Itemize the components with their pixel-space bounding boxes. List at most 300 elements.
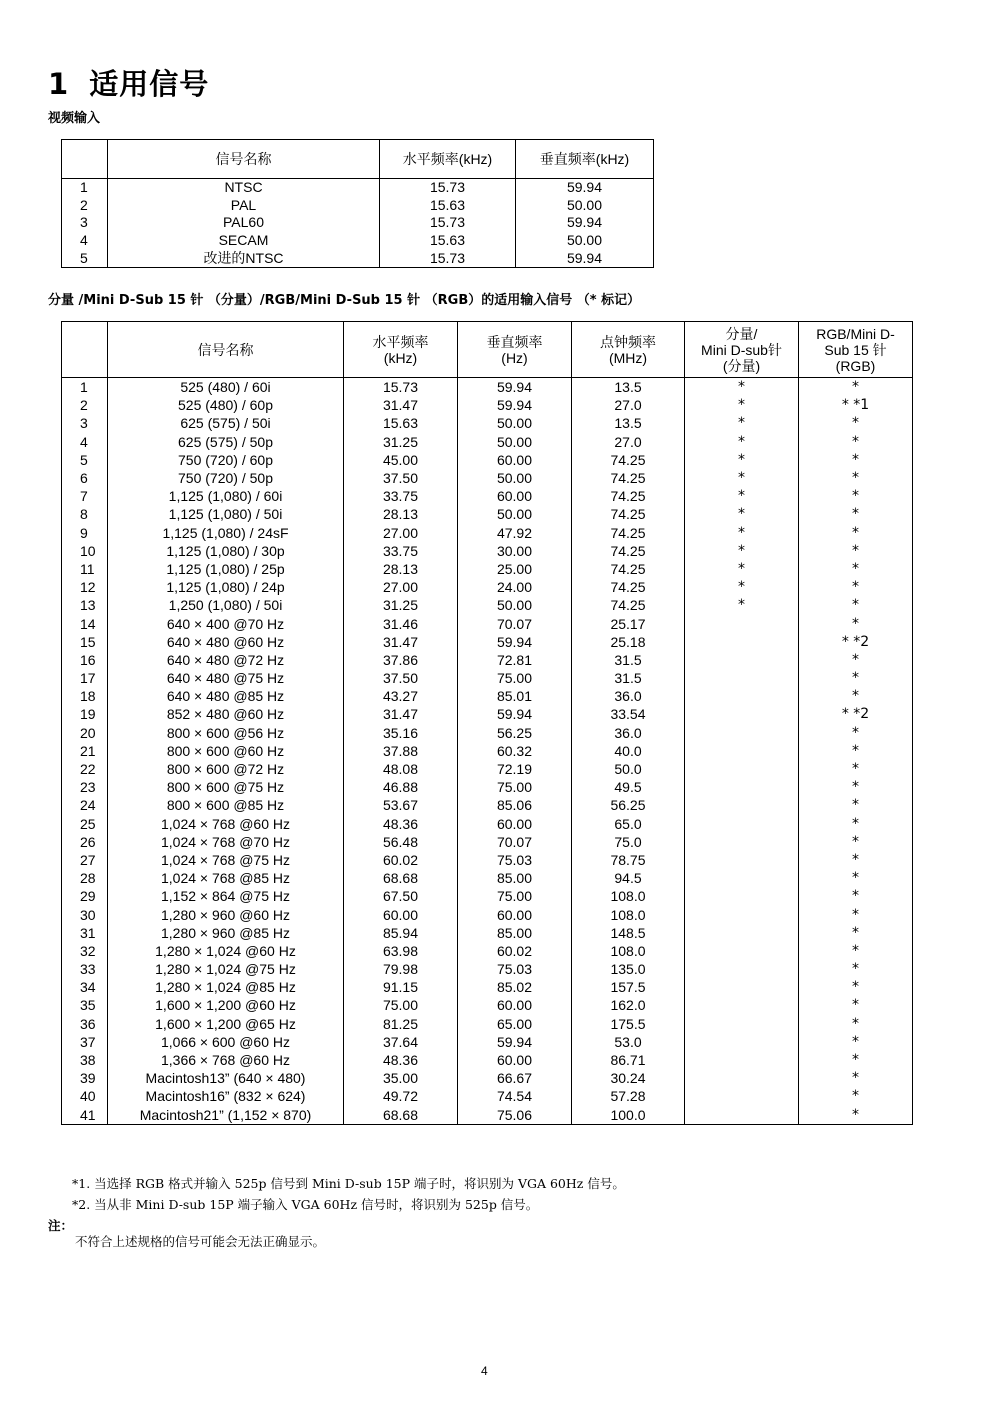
cell-v-freq: 85.02 [458, 978, 572, 996]
cell-component: * [685, 487, 799, 505]
table-row [62, 232, 654, 250]
cell-v-freq: 72.19 [458, 760, 572, 778]
cell-h-freq: 46.88 [344, 778, 458, 796]
cell-dot-clock: 74.25 [572, 505, 685, 523]
cell-component [685, 924, 799, 942]
cell-component [685, 651, 799, 669]
cell-component: * [685, 505, 799, 523]
cell-v-freq: 60.32 [458, 742, 572, 760]
cell-index: 35 [62, 996, 108, 1014]
cell-dot-clock: 78.75 [572, 851, 685, 869]
column-header-index [62, 322, 108, 378]
table-row [62, 942, 913, 960]
cell-index: 19 [62, 705, 108, 723]
cell-signal-name: 1,125 (1,080) / 30p [108, 542, 344, 560]
cell-h-freq: 15.73 [380, 214, 516, 232]
cell-signal-name: 改进的NTSC [108, 249, 380, 267]
cell-dot-clock: 27.0 [572, 433, 685, 451]
cell-dot-clock: 57.28 [572, 1087, 685, 1105]
cell-component [685, 1015, 799, 1033]
table-row [62, 851, 913, 869]
cell-dot-clock: 27.0 [572, 396, 685, 414]
table-row [62, 833, 913, 851]
cell-index: 25 [62, 815, 108, 833]
cell-rgb: * [799, 1033, 913, 1051]
cell-dot-clock: 53.0 [572, 1033, 685, 1051]
cell-dot-clock: 74.25 [572, 451, 685, 469]
cell-rgb: * [799, 451, 913, 469]
cell-component [685, 778, 799, 796]
cell-index: 23 [62, 778, 108, 796]
cell-dot-clock: 25.18 [572, 633, 685, 651]
video-section-title: 视频输入 [48, 111, 101, 126]
cell-h-freq: 68.68 [344, 869, 458, 887]
cell-signal-name: 640 × 400 @70 Hz [108, 614, 344, 632]
cell-h-freq: 81.25 [344, 1015, 458, 1033]
cell-v-freq: 59.94 [458, 396, 572, 414]
cell-rgb: * [799, 614, 913, 632]
table-row [62, 1051, 913, 1069]
table-row [62, 869, 913, 887]
cell-dot-clock: 30.24 [572, 1069, 685, 1087]
cell-signal-name: PAL [108, 197, 380, 215]
cell-h-freq: 91.15 [344, 978, 458, 996]
cell-v-freq: 60.02 [458, 942, 572, 960]
table-row [62, 414, 913, 432]
cell-signal-name: 800 × 600 @75 Hz [108, 778, 344, 796]
cell-signal-name: 1,250 (1,080) / 50i [108, 596, 344, 614]
cell-h-freq: 45.00 [344, 451, 458, 469]
cell-rgb: * [799, 996, 913, 1014]
table-row [62, 687, 913, 705]
cell-h-freq: 68.68 [344, 1106, 458, 1125]
cell-rgb: * [799, 833, 913, 851]
table-row [62, 651, 913, 669]
cell-v-freq: 60.00 [458, 996, 572, 1014]
cell-index: 2 [62, 396, 108, 414]
cell-index: 1 [62, 378, 108, 397]
cell-dot-clock: 86.71 [572, 1051, 685, 1069]
cell-h-freq: 53.67 [344, 796, 458, 814]
footnote-2: *2. 当从非 Mini D-sub 15P 端子输入 VGA 60Hz 信号时，将识别为 525p 信号。 [72, 1197, 539, 1212]
table-row [62, 524, 913, 542]
table-row [62, 396, 913, 414]
table-row [62, 596, 913, 614]
cell-v-freq: 65.00 [458, 1015, 572, 1033]
table-row [62, 633, 913, 651]
cell-h-freq: 27.00 [344, 524, 458, 542]
cell-component [685, 1087, 799, 1105]
cell-h-freq: 31.25 [344, 433, 458, 451]
cell-dot-clock: 74.25 [572, 487, 685, 505]
cell-index: 37 [62, 1033, 108, 1051]
cell-rgb: * [799, 524, 913, 542]
cell-index: 18 [62, 687, 108, 705]
cell-index: 4 [62, 433, 108, 451]
cell-signal-name: 1,024 × 768 @60 Hz [108, 815, 344, 833]
cell-dot-clock: 36.0 [572, 687, 685, 705]
cell-index: 10 [62, 542, 108, 560]
cell-v-freq: 24.00 [458, 578, 572, 596]
table-row [62, 542, 913, 560]
cell-signal-name: 1,125 (1,080) / 24sF [108, 524, 344, 542]
page-title [48, 62, 209, 103]
cell-index: 9 [62, 524, 108, 542]
cell-v-freq: 50.00 [458, 469, 572, 487]
cell-dot-clock: 25.17 [572, 614, 685, 632]
cell-rgb: * [799, 433, 913, 451]
cell-h-freq: 31.47 [344, 396, 458, 414]
cell-dot-clock: 40.0 [572, 742, 685, 760]
table-row [62, 505, 913, 523]
cell-component: * [685, 433, 799, 451]
cell-v-freq: 66.67 [458, 1069, 572, 1087]
cell-index: 1 [62, 179, 108, 197]
cell-index: 32 [62, 942, 108, 960]
cell-h-freq: 35.00 [344, 1069, 458, 1087]
table-row [62, 705, 913, 723]
cell-signal-name: 800 × 600 @60 Hz [108, 742, 344, 760]
cell-dot-clock: 13.5 [572, 414, 685, 432]
cell-h-freq: 15.73 [344, 378, 458, 397]
cell-rgb: * [799, 724, 913, 742]
cell-signal-name: Macintosh13” (640 × 480) [108, 1069, 344, 1087]
cell-component [685, 705, 799, 723]
table-row [62, 469, 913, 487]
cell-rgb: * [799, 887, 913, 905]
cell-index: 33 [62, 960, 108, 978]
table-row [62, 960, 913, 978]
cell-h-freq: 48.08 [344, 760, 458, 778]
cell-signal-name: 852 × 480 @60 Hz [108, 705, 344, 723]
table-row [62, 249, 654, 267]
cell-v-freq: 59.94 [516, 179, 654, 197]
cell-h-freq: 79.98 [344, 960, 458, 978]
cell-h-freq: 15.63 [380, 232, 516, 250]
title-number: 1 [48, 67, 70, 101]
cell-component [685, 633, 799, 651]
cell-dot-clock: 94.5 [572, 869, 685, 887]
cell-v-freq: 50.00 [458, 596, 572, 614]
cell-component: * [685, 596, 799, 614]
cell-h-freq: 28.13 [344, 560, 458, 578]
cell-signal-name: 1,280 × 1,024 @60 Hz [108, 942, 344, 960]
cell-v-freq: 75.03 [458, 960, 572, 978]
table-row [62, 197, 654, 215]
cell-rgb: * [799, 687, 913, 705]
cell-index: 40 [62, 1087, 108, 1105]
cell-h-freq: 37.64 [344, 1033, 458, 1051]
cell-signal-name: SECAM [108, 232, 380, 250]
cell-h-freq: 15.63 [380, 197, 516, 215]
component-section-title: 分量 /Mini D-Sub 15 针 （分量）/RGB/Mini D-Sub 15 针 （RGB）的适用输入信号 （* 标记） [48, 293, 641, 308]
cell-v-freq: 60.00 [458, 815, 572, 833]
note-text: 不符合上述规格的信号可能会无法正确显示。 [75, 1234, 326, 1249]
cell-component: * [685, 378, 799, 397]
cell-index: 16 [62, 651, 108, 669]
cell-signal-name: 525 (480) / 60i [108, 378, 344, 397]
cell-signal-name: 640 × 480 @72 Hz [108, 651, 344, 669]
column-header-v-freq: 垂直频率(kHz) [516, 140, 654, 179]
cell-h-freq: 60.02 [344, 851, 458, 869]
cell-dot-clock: 135.0 [572, 960, 685, 978]
table-row [62, 669, 913, 687]
cell-h-freq: 35.16 [344, 724, 458, 742]
cell-component [685, 1106, 799, 1125]
cell-v-freq: 70.07 [458, 614, 572, 632]
table-row [62, 214, 654, 232]
cell-rgb: * [799, 596, 913, 614]
signal-table [61, 321, 913, 1125]
table-row [62, 996, 913, 1014]
cell-rgb: * [799, 669, 913, 687]
cell-h-freq: 37.88 [344, 742, 458, 760]
cell-h-freq: 37.86 [344, 651, 458, 669]
cell-dot-clock: 31.5 [572, 669, 685, 687]
cell-index: 14 [62, 614, 108, 632]
cell-h-freq: 85.94 [344, 924, 458, 942]
cell-rgb: * [799, 942, 913, 960]
cell-rgb: * [799, 796, 913, 814]
cell-dot-clock: 74.25 [572, 469, 685, 487]
cell-dot-clock: 13.5 [572, 378, 685, 397]
cell-signal-name: 525 (480) / 60p [108, 396, 344, 414]
cell-v-freq: 75.03 [458, 851, 572, 869]
cell-dot-clock: 74.25 [572, 524, 685, 542]
cell-rgb: * [799, 851, 913, 869]
cell-v-freq: 59.94 [458, 705, 572, 723]
cell-h-freq: 37.50 [344, 669, 458, 687]
cell-signal-name: 750 (720) / 60p [108, 451, 344, 469]
cell-component [685, 996, 799, 1014]
cell-rgb: * [799, 487, 913, 505]
cell-signal-name: 1,125 (1,080) / 25p [108, 560, 344, 578]
column-header-index [62, 140, 108, 179]
table-row [62, 796, 913, 814]
table-row [62, 742, 913, 760]
cell-component [685, 869, 799, 887]
cell-h-freq: 28.13 [344, 505, 458, 523]
cell-h-freq: 15.73 [380, 249, 516, 267]
cell-signal-name: 640 × 480 @75 Hz [108, 669, 344, 687]
cell-rgb: * [799, 924, 913, 942]
cell-dot-clock: 148.5 [572, 924, 685, 942]
cell-index: 15 [62, 633, 108, 651]
cell-component: * [685, 396, 799, 414]
table-row [62, 487, 913, 505]
column-header-dot-clock: 点钟频率 (MHz) [572, 322, 685, 378]
cell-index: 12 [62, 578, 108, 596]
cell-signal-name: 1,125 (1,080) / 50i [108, 505, 344, 523]
cell-index: 5 [62, 451, 108, 469]
cell-signal-name: 640 × 480 @85 Hz [108, 687, 344, 705]
cell-rgb: * [799, 869, 913, 887]
cell-v-freq: 50.00 [458, 414, 572, 432]
cell-dot-clock: 56.25 [572, 796, 685, 814]
cell-signal-name: 750 (720) / 50p [108, 469, 344, 487]
cell-signal-name: Macintosh21” (1,152 × 870) [108, 1106, 344, 1125]
cell-index: 8 [62, 505, 108, 523]
table-row [62, 924, 913, 942]
cell-h-freq: 33.75 [344, 487, 458, 505]
column-header-signal-name: 信号名称 [108, 140, 380, 179]
cell-component [685, 1033, 799, 1051]
cell-h-freq: 27.00 [344, 578, 458, 596]
cell-v-freq: 85.06 [458, 796, 572, 814]
cell-v-freq: 59.94 [458, 1033, 572, 1051]
cell-index: 36 [62, 1015, 108, 1033]
cell-index: 2 [62, 197, 108, 215]
cell-component: * [685, 469, 799, 487]
cell-rgb: * [799, 1106, 913, 1125]
cell-v-freq: 75.00 [458, 887, 572, 905]
cell-h-freq: 67.50 [344, 887, 458, 905]
cell-rgb: * [799, 469, 913, 487]
cell-signal-name: Macintosh16” (832 × 624) [108, 1087, 344, 1105]
table-row [62, 778, 913, 796]
note-heading: 注： [48, 1218, 74, 1233]
cell-rgb: * [799, 960, 913, 978]
cell-dot-clock: 74.25 [572, 596, 685, 614]
cell-dot-clock: 157.5 [572, 978, 685, 996]
cell-index: 28 [62, 869, 108, 887]
cell-h-freq: 15.63 [344, 414, 458, 432]
cell-v-freq: 75.00 [458, 778, 572, 796]
cell-component: * [685, 414, 799, 432]
cell-h-freq: 15.73 [380, 179, 516, 197]
cell-rgb: * [799, 742, 913, 760]
cell-signal-name: 1,024 × 768 @75 Hz [108, 851, 344, 869]
cell-index: 3 [62, 214, 108, 232]
cell-rgb: * [799, 578, 913, 596]
cell-v-freq: 85.01 [458, 687, 572, 705]
cell-rgb: * [799, 1087, 913, 1105]
cell-dot-clock: 33.54 [572, 705, 685, 723]
cell-v-freq: 59.94 [516, 249, 654, 267]
cell-component: * [685, 542, 799, 560]
cell-component: * [685, 560, 799, 578]
cell-dot-clock: 74.25 [572, 560, 685, 578]
cell-component [685, 1051, 799, 1069]
cell-index: 3 [62, 414, 108, 432]
table-row [62, 560, 913, 578]
cell-index: 38 [62, 1051, 108, 1069]
cell-rgb: * *1 [799, 396, 913, 414]
cell-h-freq: 33.75 [344, 542, 458, 560]
cell-index: 34 [62, 978, 108, 996]
cell-rgb: * [799, 414, 913, 432]
cell-rgb: * [799, 760, 913, 778]
cell-component [685, 905, 799, 923]
cell-h-freq: 31.47 [344, 633, 458, 651]
cell-rgb: * [799, 542, 913, 560]
cell-signal-name: 800 × 600 @56 Hz [108, 724, 344, 742]
cell-v-freq: 56.25 [458, 724, 572, 742]
table-row [62, 905, 913, 923]
cell-component [685, 687, 799, 705]
cell-v-freq: 60.00 [458, 905, 572, 923]
table-row [62, 1106, 913, 1125]
cell-v-freq: 85.00 [458, 869, 572, 887]
cell-dot-clock: 108.0 [572, 887, 685, 905]
cell-index: 24 [62, 796, 108, 814]
cell-dot-clock: 49.5 [572, 778, 685, 796]
cell-signal-name: 1,280 × 960 @85 Hz [108, 924, 344, 942]
table-row [62, 1069, 913, 1087]
footnote-1: *1. 当选择 RGB 格式并输入 525p 信号到 Mini D-sub 15P 端子时，将识别为 VGA 60Hz 信号。 [72, 1176, 625, 1191]
cell-index: 5 [62, 249, 108, 267]
signal-table-header-row [62, 322, 913, 378]
cell-component: * [685, 451, 799, 469]
cell-component [685, 942, 799, 960]
cell-v-freq: 85.00 [458, 924, 572, 942]
cell-index: 31 [62, 924, 108, 942]
cell-index: 6 [62, 469, 108, 487]
cell-rgb: * *2 [799, 705, 913, 723]
cell-v-freq: 30.00 [458, 542, 572, 560]
cell-signal-name: 1,066 × 600 @60 Hz [108, 1033, 344, 1051]
table-row [62, 978, 913, 996]
cell-component [685, 796, 799, 814]
cell-h-freq: 31.25 [344, 596, 458, 614]
cell-signal-name: 625 (575) / 50p [108, 433, 344, 451]
cell-component [685, 760, 799, 778]
table-row [62, 433, 913, 451]
cell-signal-name: 1,366 × 768 @60 Hz [108, 1051, 344, 1069]
cell-h-freq: 31.47 [344, 705, 458, 723]
cell-index: 20 [62, 724, 108, 742]
cell-index: 13 [62, 596, 108, 614]
video-input-table [61, 139, 654, 268]
cell-v-freq: 50.00 [516, 232, 654, 250]
cell-component [685, 1069, 799, 1087]
title-text: 适用信号 [89, 67, 210, 101]
cell-signal-name: 1,024 × 768 @85 Hz [108, 869, 344, 887]
cell-component: * [685, 578, 799, 596]
table-row [62, 815, 913, 833]
cell-index: 30 [62, 905, 108, 923]
cell-v-freq: 25.00 [458, 560, 572, 578]
table-row [62, 1087, 913, 1105]
cell-v-freq: 75.00 [458, 669, 572, 687]
column-header-component: 分量/ Mini D-sub针 (分量) [685, 322, 799, 378]
cell-rgb: * [799, 1051, 913, 1069]
cell-rgb: * [799, 815, 913, 833]
cell-dot-clock: 175.5 [572, 1015, 685, 1033]
cell-rgb: * [799, 1069, 913, 1087]
cell-component [685, 960, 799, 978]
cell-v-freq: 60.00 [458, 1051, 572, 1069]
cell-v-freq: 72.81 [458, 651, 572, 669]
cell-rgb: * [799, 1015, 913, 1033]
cell-h-freq: 48.36 [344, 1051, 458, 1069]
video-table-header-row [62, 140, 654, 179]
cell-signal-name: 1,600 × 1,200 @65 Hz [108, 1015, 344, 1033]
table-row [62, 614, 913, 632]
cell-v-freq: 60.00 [458, 487, 572, 505]
cell-index: 27 [62, 851, 108, 869]
cell-h-freq: 43.27 [344, 687, 458, 705]
cell-signal-name: 1,152 × 864 @75 Hz [108, 887, 344, 905]
cell-dot-clock: 75.0 [572, 833, 685, 851]
cell-component [685, 833, 799, 851]
column-header-signal-name: 信号名称 [108, 322, 344, 378]
cell-h-freq: 63.98 [344, 942, 458, 960]
cell-dot-clock: 108.0 [572, 905, 685, 923]
cell-index: 26 [62, 833, 108, 851]
cell-v-freq: 59.94 [458, 633, 572, 651]
cell-signal-name: NTSC [108, 179, 380, 197]
